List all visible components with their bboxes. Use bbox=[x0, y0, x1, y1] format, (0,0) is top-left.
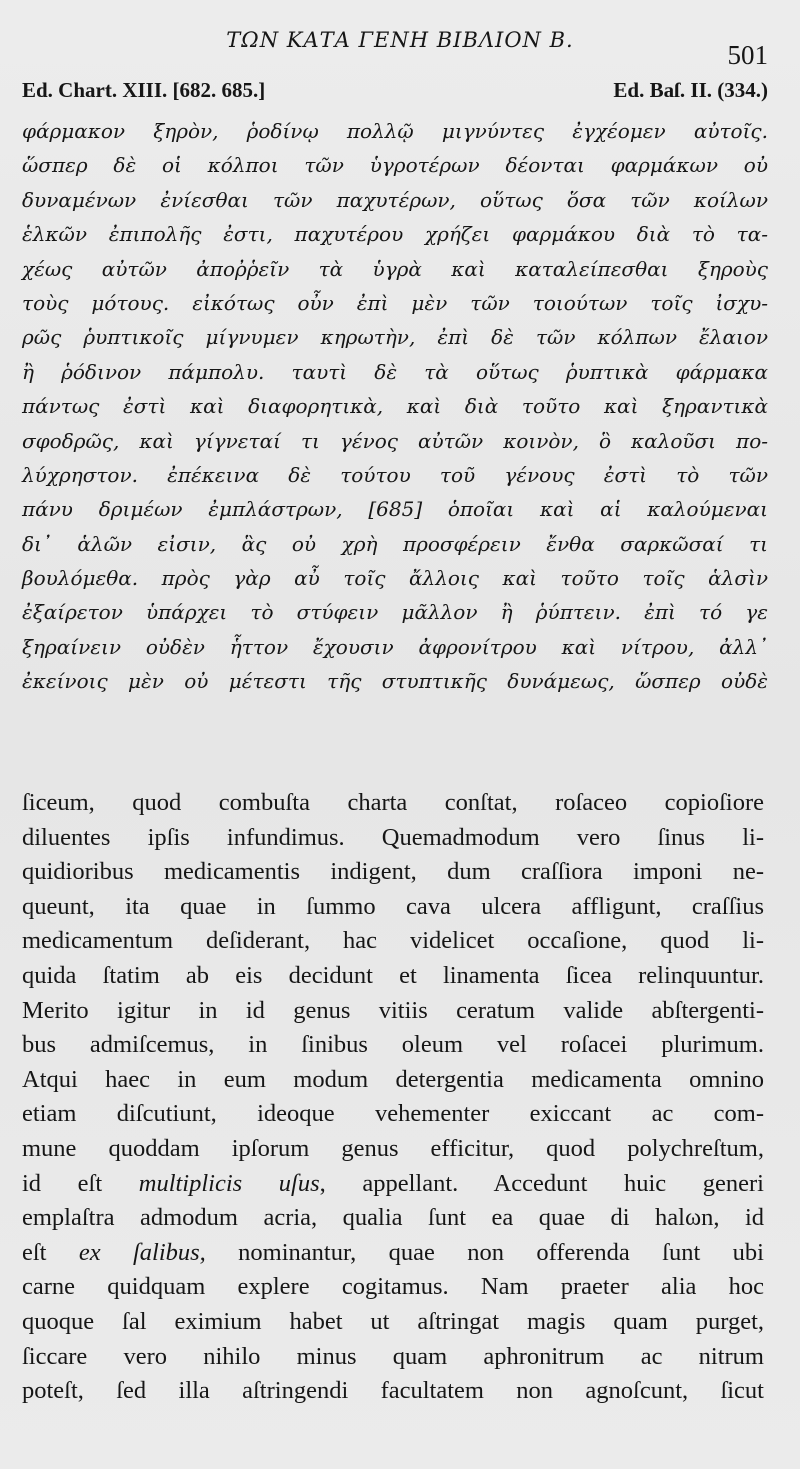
greek-line: σφοδρῶς, καὶ γίγνεταί τι γένος αὐτῶν κοινὸν, ὃ καλοῦσι πο- bbox=[22, 428, 768, 453]
text-segment: quoque ſal eximium habet ut aſtringat magis quam purget, bbox=[22, 1307, 764, 1335]
text-segment: Merito igitur in id genus vitiis ceratum valide abſtergenti- bbox=[22, 996, 764, 1024]
latin-line bbox=[22, 821, 764, 856]
latin-line bbox=[22, 1132, 764, 1167]
text-segment: medicamentum deſiderant, hac videlicet occaſione, quod li- bbox=[22, 927, 764, 955]
greek-line: ἐκείνοις μὲν οὐ μέτεστι τῆς στυπτικῆς δυνάμεως, ὥσπερ οὐδὲ bbox=[22, 669, 768, 694]
text-segment: mune quoddam ipſorum genus efficitur, quod polychreſtum, bbox=[22, 1134, 764, 1162]
text-segment: ſiceum, quod combuſta charta conſtat, roſaceo copioſiore bbox=[22, 789, 764, 816]
text-segment: quida ſtatim ab eis decidunt et linamenta ſicea relinquuntur. bbox=[22, 961, 764, 989]
latin-line bbox=[22, 1028, 764, 1063]
latin-line bbox=[22, 855, 764, 890]
text-segment: ſiccare vero nihilo minus quam aphronitrum ac nitrum bbox=[22, 1342, 764, 1370]
text-segment: queunt, ita quae in ſummo cava ulcera affligunt, craſſius bbox=[22, 892, 764, 920]
latin-line bbox=[22, 786, 764, 821]
greek-line: ἐξαίρετον ὑπάρχει τὸ στύφειν μᾶλλον ἢ ῥύπτειν. ἐπὶ τό γε bbox=[22, 600, 768, 625]
latin-line bbox=[22, 1270, 764, 1305]
text-segment: bus admiſcemus, in ſinibus oleum vel roſacei plurimum. bbox=[22, 1031, 764, 1059]
text-segment: , appellant. Accedunt huic generi bbox=[319, 1169, 764, 1197]
latin-text-block bbox=[22, 786, 764, 1409]
latin-line bbox=[22, 924, 764, 959]
text-segment: nominantur, quae non offerenda ſunt ubi bbox=[205, 1238, 764, 1266]
latin-line bbox=[22, 1340, 764, 1375]
page-number: 501 bbox=[727, 40, 768, 70]
italic-phrase: multiplicis uſus bbox=[138, 1169, 320, 1197]
edition-line bbox=[22, 78, 768, 103]
text-segment: diluentes ipſis infundimus. Quemadmodum vero ſinus li- bbox=[22, 823, 764, 851]
text-segment: poteſt, ſed illa aſtringendi facultatem non agnoſcunt, ſicut bbox=[22, 1377, 764, 1405]
latin-line bbox=[22, 1167, 764, 1202]
greek-line: τοὺς μότους. εἰκότως οὖν ἐπὶ μὲν τῶν τοιούτων τοῖς ἰσχυ- bbox=[22, 290, 768, 315]
latin-line bbox=[22, 1201, 764, 1236]
text-segment: id eſt bbox=[22, 1169, 139, 1197]
greek-line: ρῶς ῥυπτικοῖς μίγνυμεν κηρωτὴν, ἐπὶ δὲ τῶν κόλπων ἔλαιον bbox=[22, 325, 768, 350]
greek-text-block bbox=[22, 114, 768, 699]
latin-line bbox=[22, 890, 764, 925]
latin-line bbox=[22, 994, 764, 1029]
edition-right: Ed. Baſ. II. (334.) bbox=[613, 78, 768, 102]
latin-line bbox=[22, 1305, 764, 1340]
greek-line: βουλόμεθα. πρὸς γὰρ αὖ τοῖς ἄλλοις καὶ τοῦτο τοῖς ἁλσὶν bbox=[22, 566, 768, 591]
latin-line bbox=[22, 1374, 764, 1409]
greek-line: λύχρηστον. ἐπέκεινα δὲ τούτου τοῦ γένους ἐστὶ τὸ τῶν bbox=[22, 462, 768, 487]
greek-line: ἢ ῥόδινον πάμπολυ. ταυτὶ δὲ τὰ οὕτως ῥυπτικὰ φάρμακα bbox=[22, 359, 768, 384]
latin-line bbox=[22, 1097, 764, 1132]
text-segment: Atqui haec in eum modum detergentia medicamenta omnino bbox=[22, 1065, 764, 1093]
latin-line bbox=[22, 959, 764, 994]
greek-line: δι᾽ ἁλῶν εἰσιν, ἃς οὐ χρὴ προσφέρειν ἔνθα σαρκῶσαί τι bbox=[22, 531, 768, 556]
greek-line: δυναμένων ἐνίεσθαι τῶν παχυτέρων, οὕτως ὅσα τῶν κοίλων bbox=[22, 187, 768, 212]
text-segment: emplaſtra admodum acria, qualia ſunt ea quae di halωn, id bbox=[22, 1204, 764, 1232]
italic-phrase: ex ſalibus, bbox=[78, 1238, 206, 1266]
greek-line: ὥσπερ δὲ οἱ κόλποι τῶν ὑγροτέρων δέονται φαρμάκων οὐ bbox=[22, 153, 768, 178]
greek-line: ἑλκῶν ἐπιπολῆς ἐστι, παχυτέρου χρήζει φαρμάκου διὰ τὸ τα- bbox=[22, 222, 768, 247]
greek-line: πάντως ἐστὶ καὶ διαφορητικὰ, καὶ διὰ τοῦτο καὶ ξηραντικὰ bbox=[22, 394, 768, 419]
latin-line bbox=[22, 1063, 764, 1098]
latin-line bbox=[22, 1236, 764, 1271]
greek-line: χέως αὐτῶν ἀποῤῥεῖν τὰ ὑγρὰ καὶ καταλείπεσθαι ξηροὺς bbox=[22, 256, 768, 281]
greek-line: φάρμακον ξηρὸν, ῥοδίνῳ πολλῷ μιγνύντες ἐγχέομεν αὐτοῖς. bbox=[22, 119, 768, 143]
text-segment: eſt bbox=[22, 1238, 79, 1266]
text-segment: carne quidquam explere cogitamus. Nam praeter alia hoc bbox=[22, 1273, 764, 1301]
edition-left: Ed. Chart. XIII. [682. 685.] bbox=[22, 78, 266, 102]
text-segment: etiam diſcutiunt, ideoque vehementer exiccant ac com- bbox=[22, 1100, 764, 1128]
running-title: ΤΩΝ ΚΑΤΑ ΓΕΝΗ ΒΙΒΛΙΟΝ Β. bbox=[226, 28, 574, 52]
greek-line: ξηραίνειν οὐδὲν ἧττον ἔχουσιν ἀφρονίτρου καὶ νίτρου, ἀλλ᾽ bbox=[22, 634, 768, 659]
text-segment: quidioribus medicamentis indigent, dum craſſiora imponi ne- bbox=[22, 858, 764, 886]
greek-line: πάνυ δριμέων ἐμπλάστρων, [685] ὁποῖαι καὶ αἱ καλούμεναι bbox=[22, 497, 768, 522]
